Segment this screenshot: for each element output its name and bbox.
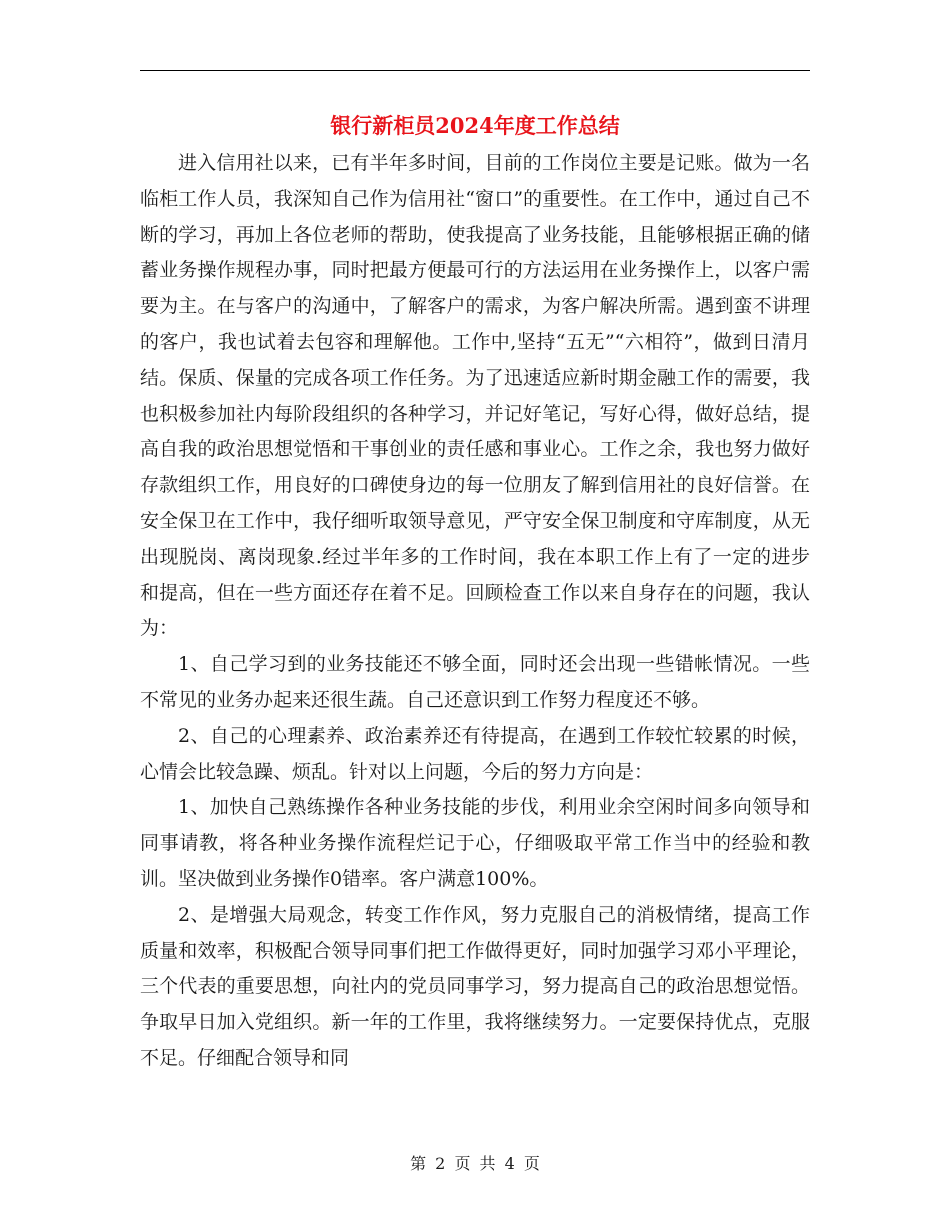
paragraph-plan-1: 1、加快自己熟练操作各种业务技能的步伐，利用业余空闲时间多向领导和同事请教，将各种业务操作流程烂记于心，仔细吸取平常工作当中的经验和教训。坚决做到业务操作0错率。客户满意100%。 xyxy=(140,796,810,890)
paragraph-issue-1: 1、自己学习到的业务技能还不够全面，同时还会出现一些错帐情况。一些不常见的业务办起来还很生蔬。自己还意识到工作努力程度还不够。 xyxy=(140,653,810,711)
paragraph-plan-2: 2、是增强大局观念，转变工作作风，努力克服自己的消极情绪，提高工作质量和效率，积极配合领导同事们把工作做得更好，同时加强学习邓小平理论，三个代表的重要思想，向社内的党员同事学习，努力提高自己的政治思想觉悟。争取早日加入党组织。新一年的工作里，我将继续努力。一定要保持优点，克服不足。仔细配合领导和同 xyxy=(140,903,810,1069)
document-body xyxy=(140,146,810,1077)
document-title: 银行新柜员2024年度工作总结 xyxy=(330,113,620,138)
paragraph-issue-2: 2、自己的心理素养、政治素养还有待提高，在遇到工作较忙较累的时候，心情会比较急躁、烦乱。针对以上问题，今后的努力方向是： xyxy=(140,724,810,783)
page-number: 第 2 页 共 4 页 xyxy=(410,1154,540,1173)
header-rule xyxy=(140,70,810,71)
paragraph-intro: 进入信用社以来，已有半年多时间，目前的工作岗位主要是记账。做为一名临柜工作人员，我深知自己作为信用社“窗口”的重要性。在工作中，通过自己不断的学习，再加上各位老师的帮助，使我提高了业务技能，且能够根据正确的储蓄业务操作规程办事，同时把最方便最可行的方法运用在业务操作上，以客户需要为主。在与客户的沟通中，了解客户的需求，为客户解决所需。遇到蛮不讲理的客户，我也试着去包容和理解他。工作中,坚持“五无”“六相符”，做到日清月结。保质、保量的完成各项工作任务。为了迅速适应新时期金融工作的需要，我也积极参加社内每阶段组织的各种学习，并记好笔记，写好心得，做好总结，提高自我的政治思想觉悟和干事创业的责任感和事业心。工作之余，我也努力做好存款组织工作，用良好的口碑使身边的每一位朋友了解到信用社的良好信誉。在安全保卫在工作中，我仔细听取领导意见，严守安全保卫制度和守库制度，从无出现脱岗、离岗现象.经过半年多的工作时间，我在本职工作上有了一定的进步和提高，但在一些方面还存在着不足。回顾检查工作以来自身存在的问题，我认为： xyxy=(140,152,810,640)
